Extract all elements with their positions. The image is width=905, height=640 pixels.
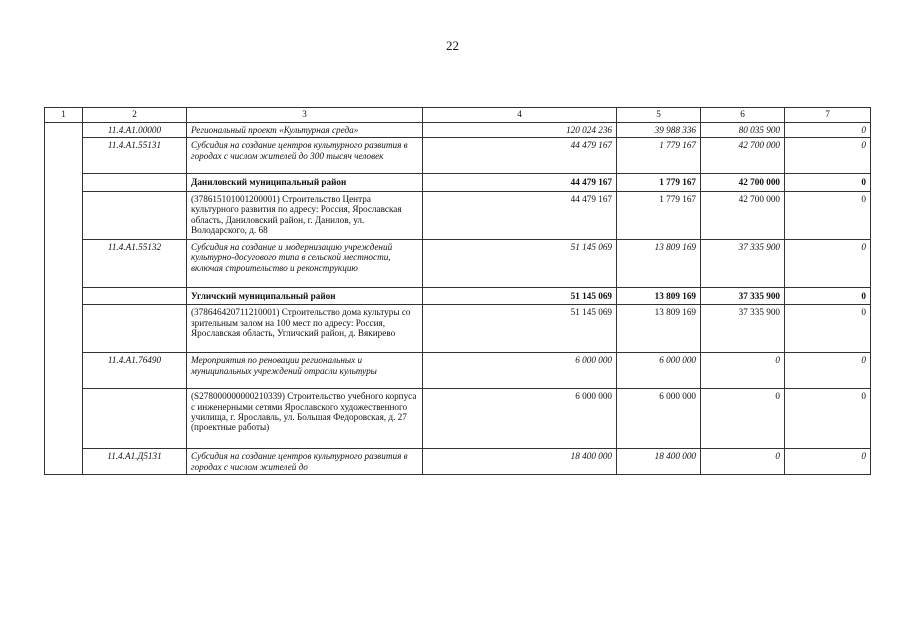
row-code: 11.4.А1.55132 bbox=[83, 239, 187, 287]
value-col-7: 0 bbox=[785, 239, 871, 287]
column-header: 5 bbox=[617, 108, 701, 123]
row-code: 11.4.А1.Д5131 bbox=[83, 449, 187, 475]
column-header: 4 bbox=[423, 108, 617, 123]
value-col-4: 51 145 069 bbox=[423, 305, 617, 353]
budget-table bbox=[44, 107, 871, 475]
value-col-7: 0 bbox=[785, 174, 871, 191]
value-col-6: 37 335 900 bbox=[701, 287, 785, 304]
row-code bbox=[83, 191, 187, 239]
row-code: 11.4.А1.55131 bbox=[83, 138, 187, 174]
table-row bbox=[45, 449, 871, 475]
row-name: Угличский муниципальный район bbox=[187, 287, 423, 304]
row-name: Региональный проект «Культурная среда» bbox=[187, 123, 423, 138]
row-code bbox=[83, 287, 187, 304]
table-row bbox=[45, 305, 871, 353]
value-col-5: 13 809 169 bbox=[617, 305, 701, 353]
row-code: 11.4.А1.00000 bbox=[83, 123, 187, 138]
table-row bbox=[45, 389, 871, 449]
value-col-6: 42 700 000 bbox=[701, 191, 785, 239]
column-header: 3 bbox=[187, 108, 423, 123]
value-col-7: 0 bbox=[785, 191, 871, 239]
value-col-7: 0 bbox=[785, 287, 871, 304]
table-row bbox=[45, 287, 871, 304]
value-col-7: 0 bbox=[785, 123, 871, 138]
table-row bbox=[45, 353, 871, 389]
value-col-4: 51 145 069 bbox=[423, 287, 617, 304]
value-col-4: 6 000 000 bbox=[423, 353, 617, 389]
value-col-4: 6 000 000 bbox=[423, 389, 617, 449]
value-col-5: 1 779 167 bbox=[617, 138, 701, 174]
column-header: 6 bbox=[701, 108, 785, 123]
value-col-4: 44 479 167 bbox=[423, 191, 617, 239]
page-number: 22 bbox=[446, 38, 459, 53]
table-row bbox=[45, 138, 871, 174]
value-col-7: 0 bbox=[785, 138, 871, 174]
header-row bbox=[45, 108, 871, 123]
value-col-7: 0 bbox=[785, 449, 871, 475]
value-col-7: 0 bbox=[785, 353, 871, 389]
value-col-5: 13 809 169 bbox=[617, 239, 701, 287]
row-code: 11.4.А1.76490 bbox=[83, 353, 187, 389]
value-col-5: 18 400 000 bbox=[617, 449, 701, 475]
value-col-6: 42 700 000 bbox=[701, 138, 785, 174]
value-col-4: 120 024 236 bbox=[423, 123, 617, 138]
value-col-6: 80 035 900 bbox=[701, 123, 785, 138]
value-col-4: 44 479 167 bbox=[423, 138, 617, 174]
row-name: Субсидия на создание центров культурного развития в городах с числом жителей до bbox=[187, 449, 423, 475]
value-col-6: 37 335 900 bbox=[701, 239, 785, 287]
table-row bbox=[45, 239, 871, 287]
value-col-6: 42 700 000 bbox=[701, 174, 785, 191]
row-name: (378615101001200001) Строительство Центра культурного развития по адресу: Россия, Ярославская область, Даниловский район, г. Данилов, ул. Володарского, д. 68 bbox=[187, 191, 423, 239]
row-name: Даниловский муниципальный район bbox=[187, 174, 423, 191]
value-col-5: 1 779 167 bbox=[617, 174, 701, 191]
value-col-6: 0 bbox=[701, 353, 785, 389]
value-col-6: 0 bbox=[701, 449, 785, 475]
value-col-4: 51 145 069 bbox=[423, 239, 617, 287]
column-1-cell bbox=[45, 123, 83, 475]
value-col-5: 1 779 167 bbox=[617, 191, 701, 239]
value-col-4: 18 400 000 bbox=[423, 449, 617, 475]
value-col-4: 44 479 167 bbox=[423, 174, 617, 191]
row-code bbox=[83, 174, 187, 191]
column-header: 7 bbox=[785, 108, 871, 123]
value-col-7: 0 bbox=[785, 389, 871, 449]
row-name: (S278000000000210339) Строительство учебного корпуса с инженерными сетями Ярославского художественного училища, г. Ярославль, ул. Большая Федоровская, д. 27 (проектные работы) bbox=[187, 389, 423, 449]
row-name: (378646420711210001) Строительство дома культуры со зрительным залом на 100 мест по адресу: Россия, Ярославская область, Угличский район, д. Вякирево bbox=[187, 305, 423, 353]
row-name: Субсидия на создание и модернизацию учреждений культурно-досугового типа в сельской местности, включая строительство и реконструкцию bbox=[187, 239, 423, 287]
row-code bbox=[83, 389, 187, 449]
column-header: 1 bbox=[45, 108, 83, 123]
value-col-5: 6 000 000 bbox=[617, 389, 701, 449]
value-col-6: 37 335 900 bbox=[701, 305, 785, 353]
value-col-6: 0 bbox=[701, 389, 785, 449]
column-header: 2 bbox=[83, 108, 187, 123]
value-col-7: 0 bbox=[785, 305, 871, 353]
table-row bbox=[45, 123, 871, 138]
value-col-5: 13 809 169 bbox=[617, 287, 701, 304]
table-row bbox=[45, 174, 871, 191]
table-row bbox=[45, 191, 871, 239]
row-name: Субсидия на создание центров культурного развития в городах с числом жителей до 300 тысяч человек bbox=[187, 138, 423, 174]
row-name: Мероприятия по реновации региональных и муниципальных учреждений отрасли культуры bbox=[187, 353, 423, 389]
value-col-5: 39 988 336 bbox=[617, 123, 701, 138]
value-col-5: 6 000 000 bbox=[617, 353, 701, 389]
row-code bbox=[83, 305, 187, 353]
